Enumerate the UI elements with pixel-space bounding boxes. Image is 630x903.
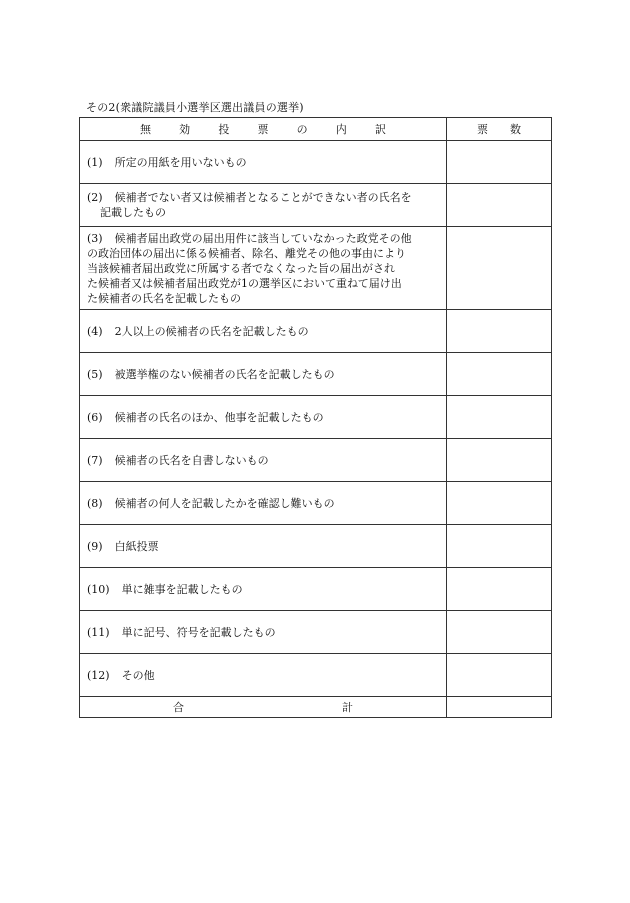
header-char: 数 <box>510 123 521 136</box>
row-text: 候補者届出政党の届出用件に該当していなかった政党その他 <box>114 231 412 245</box>
table-row <box>80 482 552 525</box>
header-char: 票 <box>477 123 488 136</box>
vote-count-cell[interactable] <box>447 141 552 184</box>
row-number: (7) <box>87 453 103 467</box>
row-number: (10) <box>87 582 110 596</box>
row-number: (5) <box>87 367 103 381</box>
row-number: (1) <box>87 155 103 169</box>
row-text: 被選挙権のない候補者の氏名を記載したもの <box>114 367 335 381</box>
row-text: その他 <box>121 668 155 682</box>
header-char: 無 <box>140 123 151 136</box>
row-description <box>80 141 447 184</box>
row-text: 単に記号、符号を記載したもの <box>121 625 276 639</box>
row-number: (6) <box>87 410 103 424</box>
vote-count-cell[interactable] <box>447 525 552 568</box>
vote-count-cell[interactable] <box>447 227 552 310</box>
row-description <box>80 184 447 227</box>
total-count-cell[interactable] <box>447 697 552 718</box>
table-row <box>80 439 552 482</box>
table-row <box>80 353 552 396</box>
row-number: (8) <box>87 496 103 510</box>
vote-count-cell[interactable] <box>447 184 552 227</box>
page-heading: その2(衆議院議員小選挙区選出議員の選挙) <box>86 101 304 114</box>
table-header-row <box>80 118 552 141</box>
row-text: 2人以上の候補者の氏名を記載したもの <box>114 324 309 338</box>
row-text: 候補者でない者又は候補者となることができない者の氏名を <box>114 191 412 204</box>
total-char: 計 <box>342 701 353 714</box>
row-number: (4) <box>87 324 103 338</box>
row-description <box>80 353 447 396</box>
vote-count-cell[interactable] <box>447 482 552 525</box>
row-number: (11) <box>87 625 110 639</box>
invalid-ballot-table <box>79 117 552 718</box>
vote-count-cell[interactable] <box>447 396 552 439</box>
row-description <box>80 439 447 482</box>
row-description <box>80 568 447 611</box>
row-description <box>80 310 447 353</box>
row-text: 単に雑事を記載したもの <box>121 582 243 596</box>
row-text-continued: の政治団体の届出に係る候補者、除名、離党その他の事由により <box>87 246 406 260</box>
row-number: (9) <box>87 539 103 553</box>
row-description <box>80 654 447 697</box>
total-label <box>80 697 447 718</box>
table-row <box>80 525 552 568</box>
table-row <box>80 310 552 353</box>
row-description <box>80 525 447 568</box>
row-description <box>80 227 447 310</box>
vote-count-cell[interactable] <box>447 353 552 396</box>
row-number: (3) <box>87 231 103 245</box>
table-row <box>80 568 552 611</box>
row-number: (12) <box>87 668 110 682</box>
header-char: 票 <box>257 123 269 136</box>
row-number: (2) <box>87 191 103 204</box>
row-text-continued: た候補者又は候補者届出政党が1の選挙区において重ねて届け出 <box>87 276 402 290</box>
table-row <box>80 141 552 184</box>
row-text: 所定の用紙を用いないもの <box>114 155 247 169</box>
table-row <box>80 184 552 227</box>
vote-count-cell[interactable] <box>447 568 552 611</box>
header-char: 内 <box>335 123 347 136</box>
row-text: 候補者の氏名を自書しないもの <box>114 453 269 467</box>
row-text: 候補者の何人を記載したかを確認し難いもの <box>114 496 335 510</box>
total-char: 合 <box>173 701 184 714</box>
header-breakdown <box>80 118 447 141</box>
header-char: 投 <box>218 123 230 136</box>
row-text: 白紙投票 <box>114 539 159 553</box>
row-description <box>80 482 447 525</box>
table-row <box>80 396 552 439</box>
row-description <box>80 611 447 654</box>
vote-count-cell[interactable] <box>447 611 552 654</box>
table-row <box>80 654 552 697</box>
row-text-continued: た候補者の氏名を記載したもの <box>87 291 241 305</box>
vote-count-cell[interactable] <box>447 439 552 482</box>
vote-count-cell[interactable] <box>447 654 552 697</box>
header-char: 効 <box>179 123 191 136</box>
vote-count-cell[interactable] <box>447 310 552 353</box>
table-row <box>80 611 552 654</box>
row-text-continued: 当該候補者届出政党に所属する者でなくなった旨の届出がされ <box>87 261 395 275</box>
header-vote-count <box>447 118 552 141</box>
row-text-continued: 記載したもの <box>100 206 166 219</box>
header-char: の <box>296 123 308 136</box>
header-char: 訳 <box>374 123 386 136</box>
row-description <box>80 396 447 439</box>
row-text: 候補者の氏名のほか、他事を記載したもの <box>114 410 324 424</box>
table-row <box>80 227 552 310</box>
total-row <box>80 697 552 718</box>
